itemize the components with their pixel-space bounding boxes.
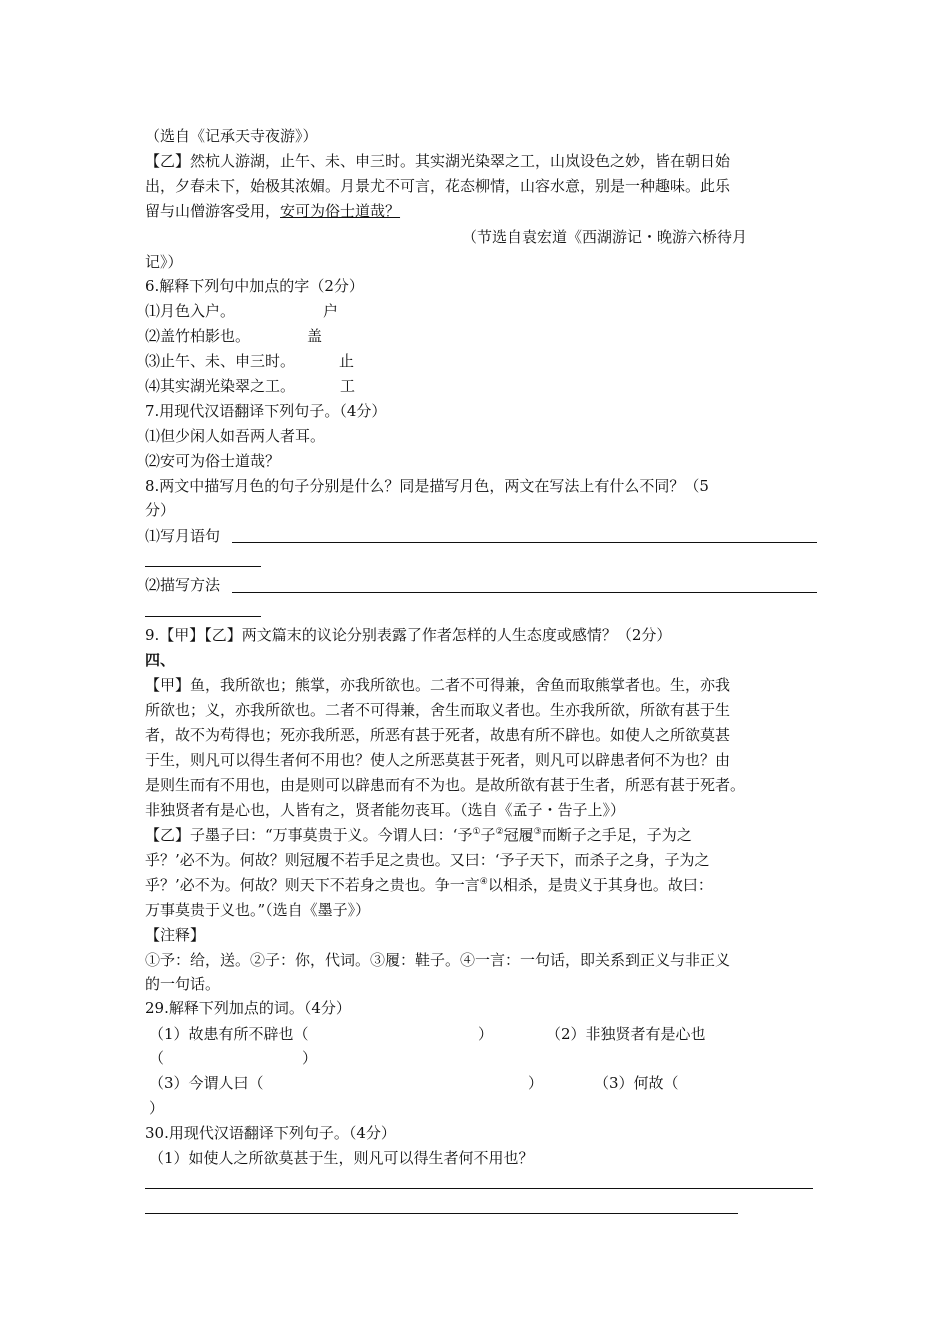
q29-paren: ） [302,1049,318,1067]
passage-yi-line [145,199,400,223]
answer-line[interactable] [232,592,817,593]
question-9-title: 9.【甲】【乙】两文篇末的议论分别表露了作者怎样的人生态度或感情？（2分） [145,626,672,644]
passage-text: 冠履 [503,826,534,844]
question-8-title-cont: 分） [145,501,176,519]
passage-yi-line: 乎？’必不为。何故？则冠履不若手足之贵也。又曰：‘予子天下，而杀子之身，子为之 [145,851,710,869]
notes-line: 的一句话。 [145,975,221,993]
question-6-title: 6.解释下列句中加点的字（2分） [145,277,364,295]
passage-text: 而断子之手足，子为之 [541,826,692,844]
source-jia: （选自《记承天寺夜游》） [145,127,318,145]
passage-jia-line: 于生，则凡可以得生者何不用也？使人之所恶莫甚于死者，则凡可以辟患者何不为也？由 [145,751,731,769]
q29-item: （1）故患有所不辟也（ [149,1025,309,1043]
passage-yi-line [145,823,692,847]
q30-item: （1）如使人之所欲莫甚于生，则凡可以得生者何不用也？ [149,1149,534,1167]
question-30-title: 30.用现代汉语翻译下列句子。（4分） [145,1124,396,1142]
underlined-sentence: 安可为俗士道哉？ [280,202,401,220]
answer-line[interactable] [145,1188,813,1189]
q8-label: ⑴写月语句 [145,527,221,545]
answer-line[interactable] [232,542,817,543]
q29-paren: （ [149,1049,165,1067]
q7-item: ⑵安可为俗士道哉？ [145,452,281,470]
source-yi: （节选自袁宏道《西湖游记・晚游六桥待月 [462,228,748,246]
notes-line: ①予：给，送。②子：你，代词。③履：鞋子。④一言：一句话，即关系到正义与非正义 [145,951,731,969]
q6-char: 户 [323,302,339,320]
footnote-mark: ④ [479,877,488,887]
q29-paren: ） [149,1099,165,1117]
footnote-mark: ③ [533,827,542,837]
footnote-mark: ② [495,827,504,837]
q6-char: 盖 [307,327,323,345]
q29-item: （3）何故（ [594,1074,679,1092]
notes-heading: 【注释】 [145,926,206,944]
passage-jia-line: 非独贤者有是心也，人皆有之，贤者能勿丧耳。（选自《孟子・告子上》） [145,801,626,819]
q6-char: 止 [339,352,355,370]
passage-text: 乎？’必不为。何故？则天下不若身之贵也。争一言 [145,876,480,894]
passage-jia-line: 【甲】鱼，我所欲也；熊掌，亦我所欲也。二者不可得兼，舍鱼而取熊掌者也。生，亦我 [145,676,731,694]
passage-jia-line: 者，故不为苟得也；死亦我所恶，所恶有甚于死者，故患有所不辟也。如使人之所欲莫甚 [145,726,731,744]
q6-char: 工 [340,377,356,395]
passage-text: 子 [480,826,496,844]
passage-jia-line: 所欲也；义，亦我所欲也。二者不可得兼，舍生而取义者也。生亦我所欲，所欲有甚于生 [145,701,731,719]
q29-item: （2）非独贤者有是心也 [546,1025,706,1043]
q6-item: ⑶止午、未、申三时。 [145,352,296,370]
question-8-title: 8.两文中描写月色的句子分别是什么？同是描写月色，两文在写法上有什么不同？（5 [145,477,709,495]
passage-yi-text: 留与山僧游客受用， [145,202,281,220]
passage-yi-line [145,873,713,897]
passage-jia-line: 是则生而有不用也，由是则可以辟患而有不为也。是故所欲有甚于生者，所恶有甚于死者。 [145,776,746,794]
q6-item: ⑴月色入户。 [145,302,236,320]
section-heading: 四、 [145,651,176,669]
q7-item: ⑴但少闲人如吾两人者耳。 [145,427,326,445]
q8-label: ⑵描写方法 [145,576,221,594]
source-yi-cont: 记》） [145,253,183,271]
q6-item: ⑷其实湖光染翠之工。 [145,377,296,395]
q29-paren: ） [528,1074,544,1092]
footnote-mark: ① [472,827,481,837]
q6-item: ⑵盖竹柏影也。 [145,327,251,345]
passage-yi-line: 【乙】然杭人游湖，止午、未、申三时。其实湖光染翠之工，山岚设色之妙，皆在朝日始 [145,152,731,170]
question-29-title: 29.解释下列加点的词。（4分） [145,999,351,1017]
q29-item: （3）今谓人曰（ [149,1074,264,1092]
answer-line[interactable] [145,1213,738,1214]
answer-line[interactable] [145,616,261,617]
passage-text: 以相杀，是贵义于其身也。故曰： [487,876,713,894]
passage-text: 【乙】子墨子曰：“万事莫贵于义。今谓人曰：‘予 [145,826,473,844]
answer-line[interactable] [145,566,261,567]
q29-paren: ） [478,1025,494,1043]
passage-yi-line: 万事莫贵于义也。”（选自《墨子》） [145,901,371,919]
question-7-title: 7.用现代汉语翻译下列句子。（4分） [145,402,387,420]
passage-yi-line: 出，夕春未下，始极其浓媚。月景尤不可言，花态柳情，山容水意，别是一种趣味。此乐 [145,177,731,195]
